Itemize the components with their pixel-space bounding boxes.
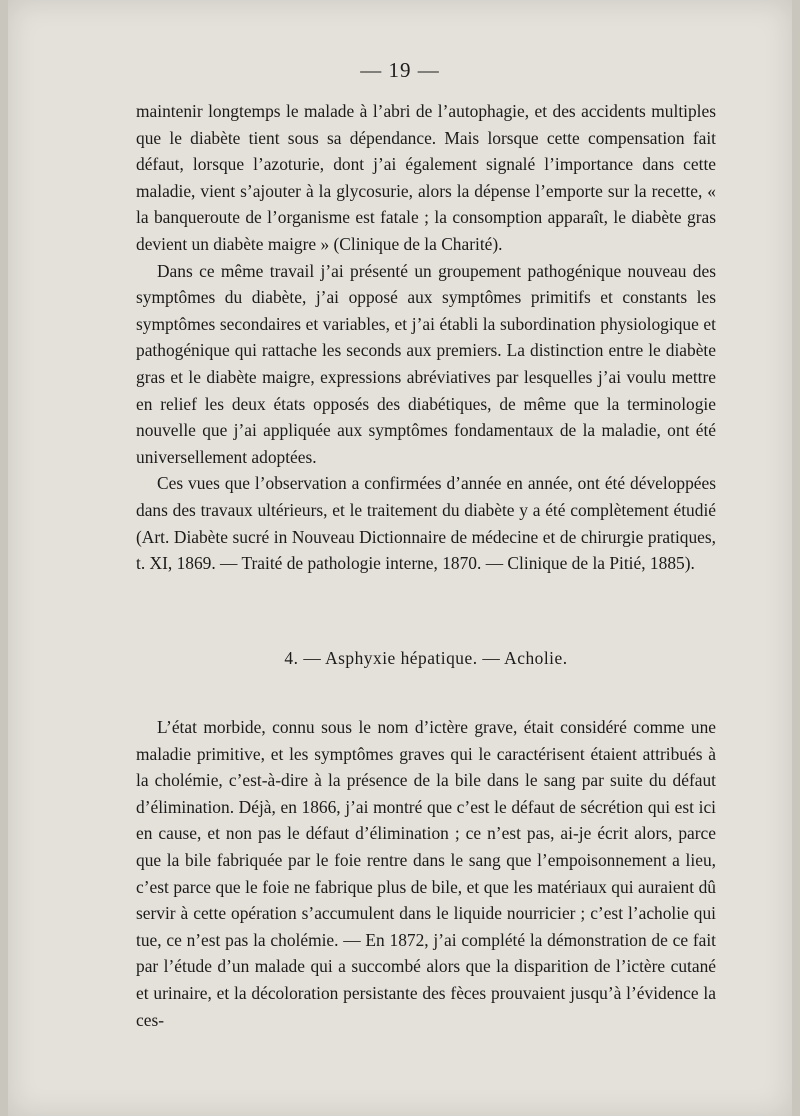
document-page bbox=[8, 0, 792, 1116]
section-heading: 4. — Asphyxie hépatique. — Acholie. bbox=[284, 648, 568, 668]
paragraph-groupement: Dans ce même travail j’ai présenté un groupement pathogénique nouveau des symptômes du diabète, j’ai opposé aux symptômes primitifs et constants les symptômes secondaires et variables, et j’ai établi la subordination physiologique et pathogénique qui rattache les seconds aux premiers. La distinction entre le diabète gras et le diabète maigre, expressions abréviatives par lesquelles j’ai voulu mettre en relief les deux états opposés des diabétiques, de même que la terminologie nouvelle que j’ai appliquée aux symptômes fondamentaux de la maladie, ont été universellement adoptées. bbox=[136, 260, 716, 467]
text-block-upper bbox=[136, 98, 716, 577]
text-block-lower bbox=[136, 714, 716, 1033]
paragraph-travaux: Ces vues que l’observation a confirmées d’année en année, ont été développées dans des travaux ultérieurs, et le traitement du diabète y a été complètement étudié (Art. Diabète sucré in Nouveau Dictionnaire de médecine et de chirurgie pratiques, t. XI, 1869. — Traité de pathologie interne, 1870. — Clinique de la Pitié, 1885). bbox=[136, 473, 716, 574]
page-number: — 19 — bbox=[360, 58, 440, 82]
paragraph-autophagie: maintenir longtemps le malade à l’abri de l’autophagie, et des accidents multiples que le diabète tient sous sa dépendance. Mais lorsque cette compensation fait défaut, lorsque l’azoturie, dont j’ai également signalé l’importance dans cette maladie, vient s’ajouter à la glycosurie, alors la dépense l’emporte sur la recette, « la banqueroute de l’organisme est fatale ; la consomption apparaît, le diabète gras devient un diabète maigre » (Clinique de la Charité). bbox=[136, 101, 716, 254]
paragraph-ictere: L’état morbide, connu sous le nom d’ictère grave, était considéré comme une maladie primitive, et les symptômes graves qui le caractérisent étaient attribués à la cholémie, c’est-à-dire à la présence de la bile dans le sang par suite du défaut d’élimination. Déjà, en 1866, j’ai montré que c’est le défaut de sécrétion qui est ici en cause, et non pas le défaut d’élimination ; ce n’est pas, ai-je écrit alors, parce que la bile fabriquée par le foie rentre dans le sang que l’empoisonnement a lieu, c’est parce que le foie ne fabrique plus de bile, et que les matériaux qui auraient dû servir à cette opération s’accumulent dans le liquide nourricier ; c’est l’acholie qui tue, ce n’est pas la cholémie. — En 1872, j’ai complété la démonstration de ce fait par l’étude d’un malade qui a succombé alors que la disparition de l’ictère cutané et urinaire, et la décoloration persistante des fèces prouvaient jusqu’à l’évidence la ces- bbox=[136, 717, 716, 1030]
